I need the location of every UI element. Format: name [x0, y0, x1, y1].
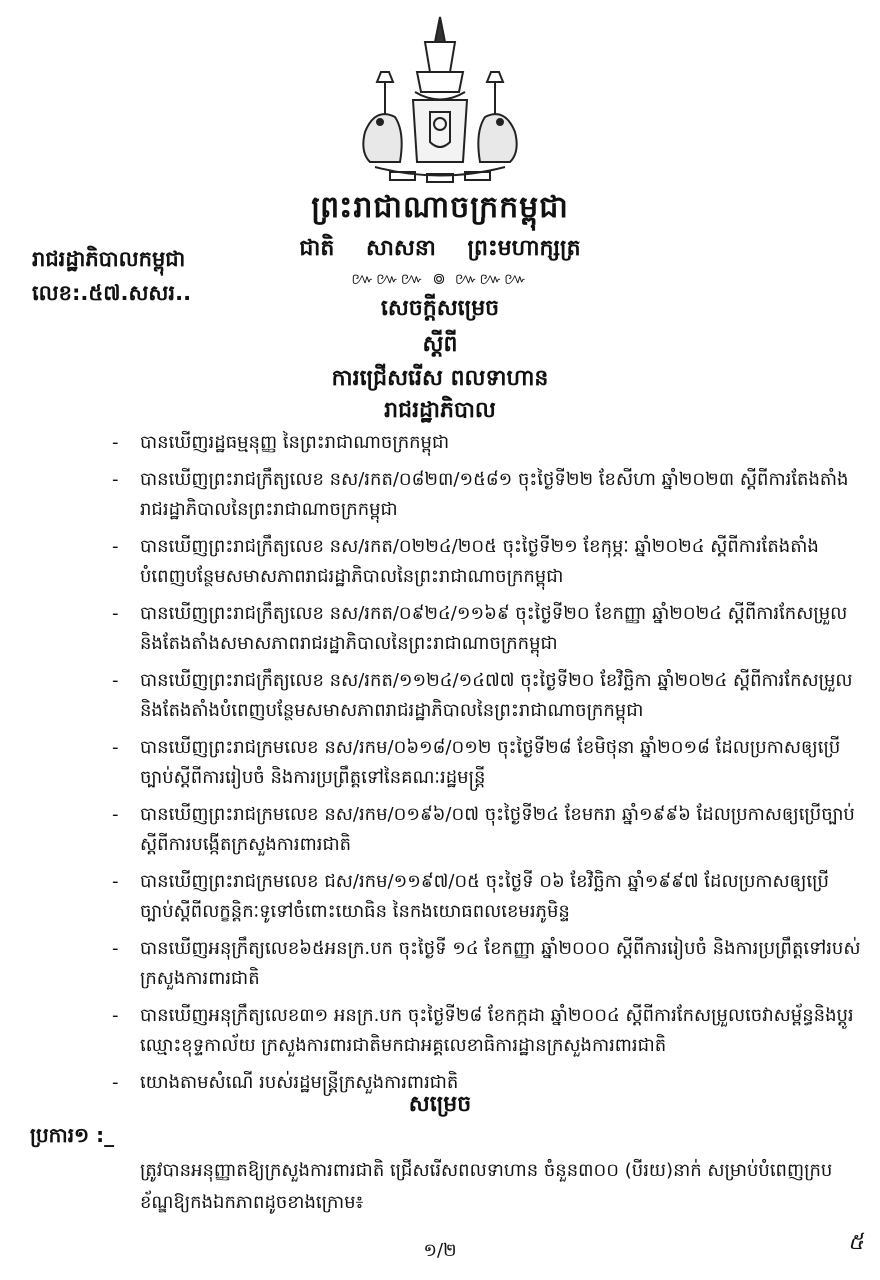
recital-item: [112, 800, 862, 860]
bullet-dash-icon: -: [112, 938, 119, 959]
article-1-body: ត្រូវបានអនុញ្ញាតឱ្យក្រសួងការពារជាតិ ជ្រើសរើសពលទាហាន ចំនួន៣០០ (បីរយ)នាក់ សម្រាប់បំពេញក្របខ័ណ្ឌឱ្យកងឯកភាពដូចខាងក្រោម៖: [140, 1160, 833, 1213]
recital-item: [112, 1001, 862, 1061]
recital-text: បានឃើញព្រះរាជក្រឹត្យលេខ នស/រកត/០២២៤/២០៥ ចុះថ្ងៃទី២១ ខែកុម្ភៈ ឆ្នាំ២០២៤ ស្ដីពីការតែងតាំងបំពេញបន្ថែមសមាសភាពរាជរដ្ឋាភិបាលនៃព្រះរាជាណាចក្រកម្ពុជា: [140, 536, 819, 587]
recital-text: បានឃើញអនុក្រឹត្យលេខ៦៥អនក្រ.បក ចុះថ្ងៃទី ១៤ ខែកញ្ញា ឆ្នាំ២០០០ ស្ដីពីការរៀបចំ និងការប្រព្រឹត្តទៅរបស់ក្រសួងការពារជាតិ: [140, 938, 861, 989]
recital-text: បានឃើញព្រះរាជក្រមលេខ នស/រកម/០១៩៦/០៧ ចុះថ្ងៃទី២៤ ខែមករា ឆ្នាំ១៩៩៦ ដែលប្រកាសឲ្យប្រើច្បាប់ស្ដីពីការបង្កើតក្រសួងការពារជាតិ: [140, 804, 855, 855]
bullet-dash-icon: -: [112, 469, 119, 490]
ornament-divider: ៚៚៚ ៙ ៚៚៚: [351, 269, 529, 288]
recital-text: បានឃើញរដ្ឋធម្មនុញ្ញ នៃព្រះរាជាណាចក្រកម្ពុជា: [140, 432, 450, 453]
national-motto: ជាតិ សាសនា ព្រះមហាក្សត្រ: [299, 236, 581, 261]
recital-item: [112, 666, 862, 726]
royal-coat-of-arms-emblem: [355, 12, 525, 187]
page-number: ១/២: [423, 1240, 457, 1261]
reference-number: លេខ:.៥៧.សសរ..: [32, 281, 192, 305]
article-1-title: ប្រការ១ :_: [30, 1123, 115, 1147]
recitals-list: [112, 428, 862, 1105]
recital-item: [112, 599, 862, 659]
recital-text: បានឃើញអនុក្រឹត្យលេខ៣១ អនក្រ.បក ចុះថ្ងៃទី២៨ ខែកក្កដា ឆ្នាំ២០០៤ ស្ដីពីការកែសម្រួលចេវាសម្ព័ន្ធនិងប្ដូរឈ្មោះខុទ្ទកាល័យ ក្រសួងការពារជាតិមកជាអគ្គលេខាធិការដ្ឋានក្រសួងការពារជាតិ: [140, 1005, 854, 1056]
recital-text: បានឃើញព្រះរាជក្រឹត្យលេខ នស/រកត/០៨២៣/១៥៨១ ចុះថ្ងៃទី២២ ខែសីហា ឆ្នាំ២០២៣ ស្ដីពីការតែងតាំងរាជរដ្ឋាភិបាលនៃព្រះរាជាណាចក្រកម្ពុជា: [140, 469, 849, 520]
recital-item: [112, 428, 862, 458]
decision-heading: សម្រេច: [408, 1092, 472, 1117]
bullet-dash-icon: -: [112, 603, 119, 624]
recital-text: បានឃើញព្រះរាជក្រឹត្យលេខ នស/រកត/១១២៤/១៤៧៧ ចុះថ្ងៃទី២០ ខែវិច្ឆិកា ឆ្នាំ២០២៤ ស្ដីពីការកែសម្រួលនិងតែងតាំងបំពេញបន្ថែមសមាសភាពរាជរដ្ឋាភិបាលនៃព្រះរាជាណាចក្រកម្ពុជា: [140, 670, 853, 721]
handwritten-mark: ៥: [848, 1230, 864, 1255]
recital-item: [112, 733, 862, 793]
document-type-title: សេចក្ដីសម្រេច: [380, 296, 500, 321]
recital-text: បានឃើញព្រះរាជក្រមលេខ ជស/រកម/១១៩៧/០៥ ចុះថ្ងៃទី ០៦ ខែវិច្ឆិកា ឆ្នាំ១៩៩៧ ដែលប្រកាសឲ្យប្រើច្បាប់ស្ដីពីលក្ខន្តិកៈទូទៅចំពោះយោធិន នៃកងយោធពលខេមរភូមិន្ទ: [140, 871, 829, 922]
bullet-dash-icon: -: [112, 670, 119, 691]
bullet-dash-icon: -: [112, 1072, 119, 1093]
document-subject: ការជ្រើសរើស ពលទាហាន: [331, 366, 549, 391]
bullet-dash-icon: -: [112, 536, 119, 557]
recital-item: [112, 532, 862, 592]
government-name: រាជរដ្ឋាភិបាលកម្ពុជា: [32, 247, 186, 271]
recital-item: [112, 867, 862, 927]
bullet-dash-icon: -: [112, 737, 119, 758]
bullet-dash-icon: -: [112, 432, 119, 453]
kingdom-title: ព្រះរាជាណាចក្រកម្ពុជា: [311, 190, 569, 225]
bullet-dash-icon: -: [112, 871, 119, 892]
recital-item: [112, 934, 862, 994]
document-about-label: ស្ដីពី: [422, 332, 458, 357]
issuing-authority: រាជរដ្ឋាភិបាល: [384, 398, 496, 423]
recital-text: បានឃើញព្រះរាជក្រមលេខ នស/រកម/០៦១៨/០១២ ចុះថ្ងៃទី២៨ ខែមិថុនា ឆ្នាំ២០១៨ ដែលប្រកាសឲ្យប្រើច្បាប់ស្ដីពីការរៀបចំ និងការប្រព្រឹត្តទៅនៃគណៈរដ្ឋមន្ត្រី: [140, 737, 841, 788]
bullet-dash-icon: -: [112, 804, 119, 825]
recital-item: [112, 465, 862, 525]
recital-text: បានឃើញព្រះរាជក្រឹត្យលេខ នស/រកត/០៩២៤/១១៦៩ ចុះថ្ងៃទី២០ ខែកញ្ញា ឆ្នាំ២០២៤ ស្ដីពីការកែសម្រួលនិងតែងតាំងសមាសភាពរាជរដ្ឋាភិបាលនៃព្រះរាជាណាចក្រកម្ពុជា: [140, 603, 848, 654]
bullet-dash-icon: -: [112, 1005, 119, 1026]
recital-text: យោងតាមសំណើ របស់រដ្ឋមន្ត្រីក្រសួងការពារជាតិ: [140, 1072, 459, 1093]
